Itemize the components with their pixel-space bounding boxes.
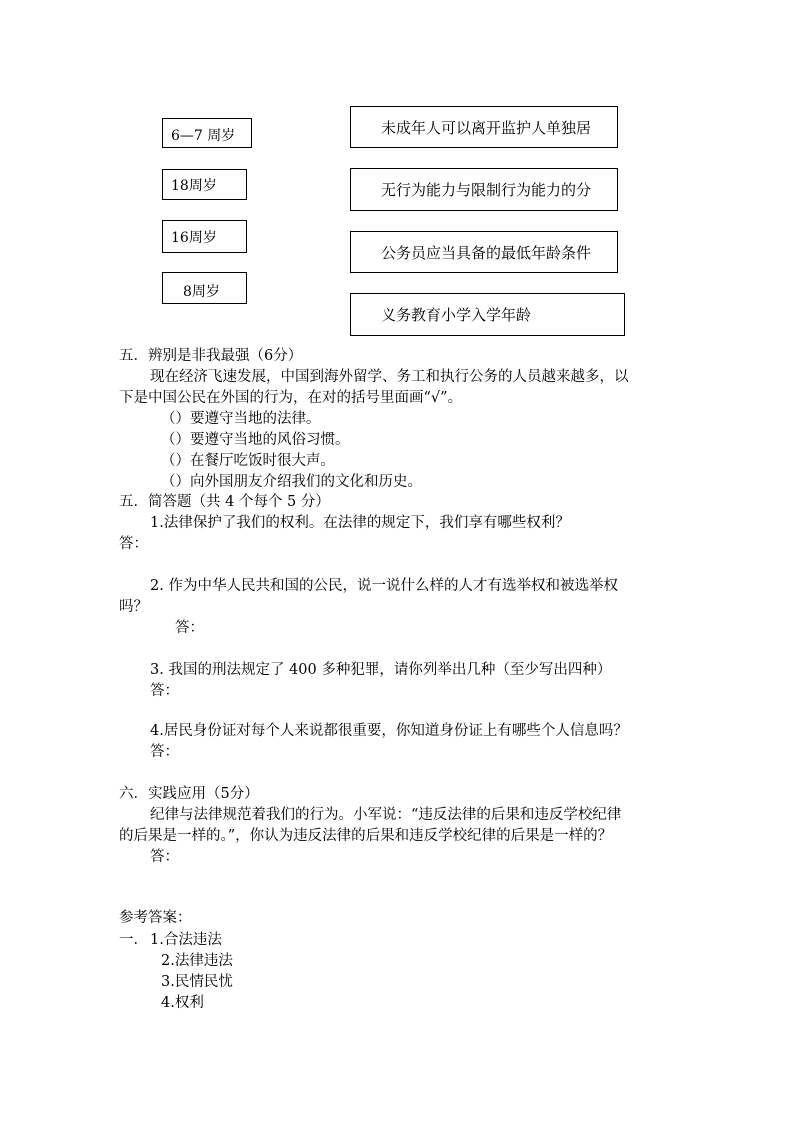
short-question-4: 4.居民身份证对每个人来说都很重要，你知道身份证上有哪些个人信息吗？ xyxy=(150,723,628,739)
match-left-box-4 xyxy=(162,272,247,304)
match-right-label: 无行为能力与限制行为能力的分 xyxy=(381,181,592,199)
match-right-label: 义务教育小学入学年龄 xyxy=(381,306,532,324)
reference-item: 2.法律违法 xyxy=(161,953,233,969)
answer-label: 答： xyxy=(119,536,148,552)
answer-label: 答： xyxy=(150,849,179,865)
match-right-box-4 xyxy=(350,293,625,336)
judge-item: （）向外国朋友介绍我们的文化和历史。 xyxy=(161,474,422,490)
reference-item: 4.权利 xyxy=(161,995,204,1011)
short-question-2: 2. 作为中华人民共和国的公民，说一说什么样的人才有选举权和被选举权 xyxy=(150,578,618,594)
judge-item: （）要遵守当地的法律。 xyxy=(161,411,321,427)
match-left-label: 6—7 周岁 xyxy=(171,128,236,144)
section-practice-heading: 六．实践应用（5分） xyxy=(119,786,259,802)
match-left-box-3 xyxy=(162,220,247,253)
short-question-2-cont: 吗？ xyxy=(119,599,148,615)
match-left-label: 16周岁 xyxy=(171,229,217,246)
practice-text: 纪律与法律规范着我们的行为。小军说：“违反法律的后果和违反学校纪律 xyxy=(150,807,622,823)
match-left-box-1 xyxy=(162,118,252,148)
judge-item: （）要遵守当地的风俗习惯。 xyxy=(161,432,350,448)
match-right-label: 未成年人可以离开监护人单独居 xyxy=(381,118,592,137)
practice-text: 的后果是一样的。”，你认为违反法律的后果和违反学校纪律的后果是一样的？ xyxy=(119,828,613,844)
match-left-box-2 xyxy=(162,169,247,200)
section-judge-heading: 五．辨别是非我最强（6分） xyxy=(119,348,303,364)
answer-label: 答： xyxy=(175,620,204,636)
answer-label: 答： xyxy=(150,683,179,699)
section-short-heading: 五．简答题（共 4 个每个 5 分） xyxy=(119,494,330,510)
match-right-box-3 xyxy=(350,231,618,273)
short-question-1: 1.法律保护了我们的权利。在法律的规定下，我们享有哪些权利？ xyxy=(150,515,570,531)
reference-heading: 参考答案： xyxy=(119,910,192,926)
match-left-label: 8周岁 xyxy=(183,284,220,300)
reference-item: 1.合法违法 xyxy=(150,932,222,948)
judge-item: （）在餐厅吃饭时很大声。 xyxy=(161,453,335,469)
short-question-3: 3. 我国的刑法规定了 400 多种犯罪，请你列举出几种（至少写出四种） xyxy=(150,662,612,678)
section-judge-intro: 下是中国公民在外国的行为，在对的括号里面画“√”。 xyxy=(119,390,463,406)
match-right-box-1 xyxy=(350,106,618,148)
reference-prefix: 一． xyxy=(119,932,148,948)
reference-item: 3.民情民忧 xyxy=(161,974,233,990)
section-judge-intro: 现在经济飞速发展，中国到海外留学、务工和执行公务的人员越来越多，以 xyxy=(150,369,629,385)
match-left-label: 18周岁 xyxy=(171,177,217,194)
match-right-box-2 xyxy=(350,168,618,211)
match-right-label: 公务员应当具备的最低年龄条件 xyxy=(381,243,592,262)
answer-label: 答： xyxy=(150,744,179,760)
